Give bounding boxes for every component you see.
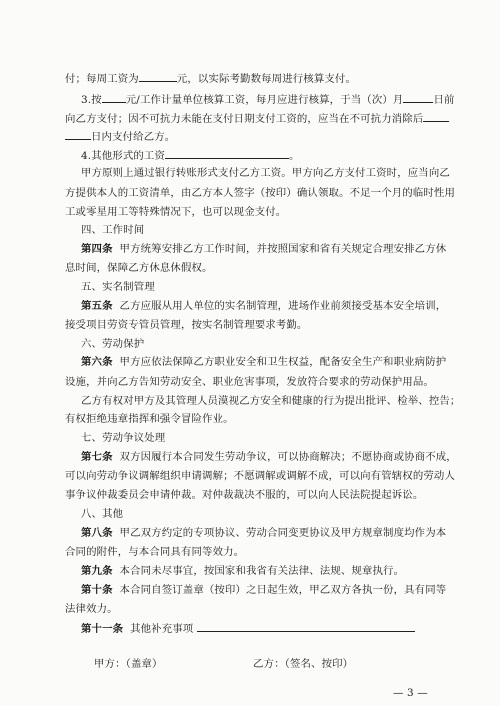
section-heading: 四、工作时间 [81, 224, 145, 236]
text-segment: 日前 [433, 94, 455, 106]
blank-field [423, 111, 449, 122]
paragraph-line: 有权拒绝违章指挥和强令冒险作业。 [65, 413, 234, 425]
other-wage-line [81, 148, 300, 163]
text-segment: 甲乙双方约定的专项协议、劳动合同变更协议及甲方规章制度均作为本 [119, 527, 447, 539]
text-segment: 双方因履行本合同发生劳动争议，可以协商解决；不愿协商或协商不成， [119, 451, 457, 463]
article-number: 第十条 [81, 584, 113, 596]
article-6 [81, 355, 446, 369]
page-number: — 3 — [393, 687, 428, 699]
text-segment: 元/工作计量单位核算工资，每月应进行核算，于当（次）月 [125, 94, 404, 106]
article-number: 第九条 [81, 565, 113, 577]
article-number: 第六条 [81, 356, 113, 368]
text-segment: 。 [289, 150, 300, 162]
paragraph-line: 事争议仲裁委员会申请仲裁。对仲裁裁决不服的，可以向人民法院提起诉讼。 [65, 489, 424, 501]
article-number: 第十一条 [81, 623, 124, 635]
text-segment: 向乙方支付；因不可抗力未能在支付日期支付工资的，应当在不可抗力消除后 [65, 113, 424, 125]
paragraph-line: 方提供本人的工资清单，由乙方本人签字（按印）确认领取。不足一个月的临时性用 [65, 187, 455, 199]
article-4 [81, 242, 446, 256]
blank-field [65, 129, 91, 140]
wage-piece-line [81, 92, 455, 107]
blank-field [139, 71, 177, 82]
article-number: 第五条 [81, 300, 113, 312]
text-segment: 日内支付给乙方。 [91, 131, 176, 143]
section-heading: 七、劳动争议处理 [81, 432, 166, 444]
article-7 [81, 450, 457, 464]
paragraph-line: 息时间，保障乙方休息休假权。 [65, 262, 213, 274]
wage-piece-line-2 [65, 111, 449, 126]
section-heading: 六、劳动保护 [81, 338, 145, 350]
article-number: 第七条 [81, 451, 113, 463]
blank-field [102, 92, 126, 103]
text-segment: 甲方统筹安排乙方工作时间，并按照国家和省有关规定合理安排乙方休 [119, 243, 447, 255]
article-8 [81, 526, 446, 540]
paragraph-line: 可以向劳动争议调解组织申请调解；不愿调解或调解不成，可以向有管辖权的劳动人 [65, 470, 455, 482]
text-segment: 其他补充事项 [130, 623, 194, 635]
section-heading: 五、实名制管理 [81, 281, 155, 293]
section-heading: 八、其他 [81, 508, 124, 520]
paragraph-line: 工或零星用工等特殊情况下，也可以现金支付。 [65, 206, 287, 218]
text-segment: 付；每周工资为 [65, 73, 139, 85]
blank-field [403, 92, 433, 103]
blank-field [197, 621, 415, 632]
article-number: 第四条 [81, 243, 113, 255]
article-number: 第八条 [81, 527, 113, 539]
paragraph-line: 甲方原则上通过银行转账形式支付乙方工资。甲方向乙方支付工资时，应当向乙 [81, 167, 450, 179]
text-segment: 3.按 [81, 94, 102, 106]
text-segment: 乙方应服从用人单位的实名制管理，进场作业前须接受基本安全培训， [119, 300, 447, 312]
paragraph-line: 接受项目劳资专管员管理，按实名制管理要求考勤。 [65, 319, 308, 331]
paragraph-line: 法律效力。 [65, 603, 118, 615]
blank-field [165, 148, 289, 159]
party-b-signature: 乙方：（签名、按印） [253, 658, 354, 670]
paragraph-line: 设施，并向乙方告知劳动安全、职业危害事项，发放符合要求的劳动保护用品。 [65, 376, 434, 388]
text-segment: 元，以实际考勤数每周进行核算支付。 [176, 73, 356, 85]
party-a-signature: 甲方：（盖章） [94, 658, 163, 670]
text-segment: 本合同未尽事宜，按国家和我省有关法律、法规、规章执行。 [119, 565, 405, 577]
text-segment: 4.其他形式的工资 [81, 150, 165, 162]
article-5 [81, 299, 446, 313]
wage-weekly-line [65, 71, 356, 86]
article-9 [81, 564, 404, 578]
paragraph-line: 乙方有权对甲方及其管理人员漠视乙方安全和健康的行为提出批评、检举、控告； [81, 395, 461, 407]
text-segment: 本合同自签订盖章（按印）之日起生效，甲乙双方各执一份，具有同等 [119, 584, 447, 596]
wage-piece-line-3 [65, 129, 175, 144]
paragraph-line: 合同的附件，与本合同具有同等效力。 [65, 546, 245, 558]
article-10 [81, 583, 446, 597]
article-11 [81, 621, 415, 636]
text-segment: 甲方应依法保障乙方职业安全和卫生权益，配备安全生产和职业病防护 [119, 356, 447, 368]
